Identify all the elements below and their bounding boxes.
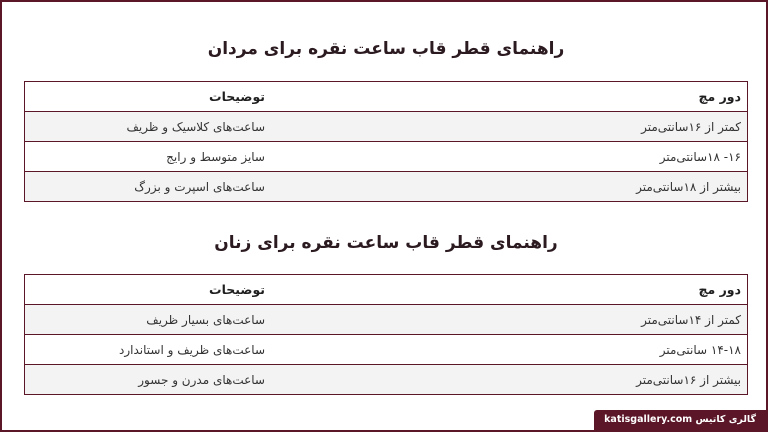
wrist-size-cell: بیشتر از ۱۸سانتی‌متر: [271, 172, 748, 202]
wrist-size-cell: کمتر از ۱۴سانتی‌متر: [271, 305, 748, 335]
table-row: [25, 365, 748, 395]
description-cell: ساعت‌های اسپرت و بزرگ: [25, 172, 272, 202]
wrist-size-cell: ۱۴-۱۸ سانتی‌متر: [271, 335, 748, 365]
wrist-size-header: دور مچ: [271, 82, 748, 112]
women-guide-title: راهنمای قطر قاب ساعت نقره برای زنان: [214, 233, 558, 253]
wrist-size-header: دور مچ: [271, 275, 748, 305]
gallery-watermark: گالری کاتیس katisgallery.com: [594, 410, 766, 430]
table-header-row: [25, 275, 748, 305]
table-row: [25, 142, 748, 172]
description-header: توضیحات: [25, 82, 272, 112]
men-guide-title: راهنمای قطر قاب ساعت نقره برای مردان: [207, 39, 565, 59]
wrist-size-cell: بیشتر از ۱۶سانتی‌متر: [271, 365, 748, 395]
wrist-size-cell: کمتر از ۱۶سانتی‌متر: [271, 112, 748, 142]
description-cell: ساعت‌های ظریف و استاندارد: [25, 335, 272, 365]
table-header-row: [25, 82, 748, 112]
description-cell: سایز متوسط و رایج: [25, 142, 272, 172]
wrist-size-cell: ۱۶- ۱۸سانتی‌متر: [271, 142, 748, 172]
table-row: [25, 112, 748, 142]
women-size-table: [24, 274, 748, 395]
table-row: [25, 305, 748, 335]
description-cell: ساعت‌های بسیار ظریف: [25, 305, 272, 335]
table-row: [25, 172, 748, 202]
table-row: [25, 335, 748, 365]
men-size-table: [24, 81, 748, 202]
description-cell: ساعت‌های مدرن و جسور: [25, 365, 272, 395]
description-cell: ساعت‌های کلاسیک و ظریف: [25, 112, 272, 142]
description-header: توضیحات: [25, 275, 272, 305]
